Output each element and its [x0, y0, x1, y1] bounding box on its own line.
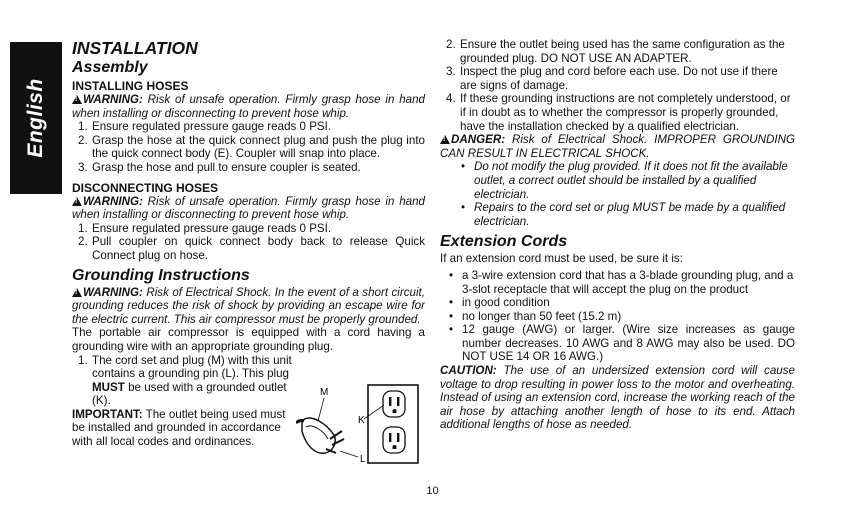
warning-disconnect: !WARNING: Risk of unsafe operation. Firmly grasp hose in hand when installing or disconnecting to prevent hose whip.: [72, 195, 425, 222]
list-item: • in good condition: [440, 296, 795, 310]
grounding-heading: Grounding Instructions: [72, 266, 250, 284]
list-item: • 12 gauge (AWG) or larger. (Wire size increases as gauge number decreases. 10 AWG and 8 AWG may also be used. DO NOT USE 14 OR 16 AWG.): [440, 323, 795, 364]
label-m: M: [320, 387, 329, 398]
warning-icon: [72, 288, 82, 297]
list-item: 2. Grasp the hose at the quick connect plug and push the plug into the quick connect body (E). Coupler will snap into place.: [78, 133, 425, 161]
list-item: • Repairs to the cord set or plug MUST be made by a qualified electrician.: [440, 201, 795, 228]
grounding-steps-continued: [440, 38, 795, 133]
extension-intro: If an extension cord must be used, be sure it is:: [440, 252, 683, 266]
outlet-receptacle-top: [383, 391, 405, 417]
grounding-paragraph: The portable air compressor is equipped with a cord having a grounding wire with an appropriate grounding plug.: [72, 326, 425, 353]
list-item: 1. Ensure regulated pressure gauge reads 0 PSI.: [78, 120, 332, 134]
list-item: 2. Pull coupler on quick connect body back to release Quick Connect plug on hose.: [78, 235, 425, 262]
list-item: • no longer than 50 feet (15.2 m): [440, 310, 795, 324]
list-item: 1. Ensure regulated pressure gauge reads 0 PSI.: [78, 221, 332, 235]
label-k: K: [358, 415, 365, 426]
warning-shock: !WARNING: Risk of Electrical Shock. In the event of a short circuit, grounding reduces the risk of shock by providing an escape wire for the electric current. This air compressor must be properly grounded.: [72, 286, 425, 327]
extension-cords-heading: Extension Cords: [440, 233, 568, 251]
list-item: 4. If these grounding instructions are not completely understood, or if in doubt as to whether the compressor is properly grounded, have the installation checked by a qualified electrician.: [446, 92, 791, 133]
grounding-step-1: [72, 354, 294, 449]
caution-note: CAUTION: The use of an undersized extension cord will cause voltage to drop resulting in power loss to the motor and overheating. Instead of using an extension cord, increase the working reach of the air hose by attaching another length of hose to its end. Attach additional lengths of hose as needed.: [440, 364, 795, 432]
page-number: 10: [426, 485, 439, 497]
label-l: L: [360, 454, 366, 465]
installing-hoses-heading: INSTALLING HOSES: [72, 79, 189, 93]
list-item: • a 3-wire extension cord that has a 3-blade grounding plug, and a 3-slot receptacle that will accept the plug on the product: [440, 269, 795, 296]
leader-l: [340, 451, 358, 457]
extension-bullets: [440, 269, 795, 364]
warning-icon: [72, 197, 82, 206]
disconnecting-hoses-heading: DISCONNECTING HOSES: [72, 180, 219, 195]
danger-bullets: [440, 160, 795, 228]
list-item: • Do not modify the plug provided. If it does not fit the available outlet, a correct outlet should be installed by a qualified electrician.: [440, 160, 795, 201]
leader-m: [318, 398, 324, 421]
danger-note: !DANGER: Risk of Electrical Shock. IMPROPER GROUNDING CAN RESULT IN ELECTRICAL SHOCK.: [440, 133, 795, 160]
danger-icon: [440, 135, 450, 144]
right-column: [440, 38, 795, 432]
list-item: 2. Ensure the outlet being used has the same configuration as the grounded plug. DO NOT USE AN ADAPTER.: [446, 38, 785, 65]
plug-drawing: [296, 418, 344, 453]
list-item: 3. Grasp the hose and pull to ensure coupler is seated.: [78, 160, 361, 174]
list-item: 3. Inspect the plug and cord before each use. Do not use if there are signs of damage.: [446, 65, 778, 92]
list-item: 1. The cord set and plug (M) with this unit contains a grounding pin (L). This plug MUST be used with a grounded outlet (K).: [78, 353, 292, 408]
important-note: IMPORTANT: The outlet being used must be installed and grounded in accordance with all local codes and ordinances.: [72, 407, 286, 449]
grounded-plug-figure: [296, 383, 420, 465]
install-steps: [72, 120, 425, 174]
section-title: INSTALLATION: [72, 38, 198, 58]
warning-install: !WARNING: Risk of unsafe operation. Firmly grasp hose in hand when installing or disconnecting to prevent hose whip.: [72, 93, 425, 120]
language-tab-label: English: [24, 78, 47, 158]
language-tab: [10, 42, 62, 194]
outlet-receptacle-bottom: [383, 427, 405, 453]
assembly-heading: Assembly: [72, 59, 148, 76]
warning-icon: [72, 95, 82, 104]
disconnect-steps: [72, 222, 425, 263]
